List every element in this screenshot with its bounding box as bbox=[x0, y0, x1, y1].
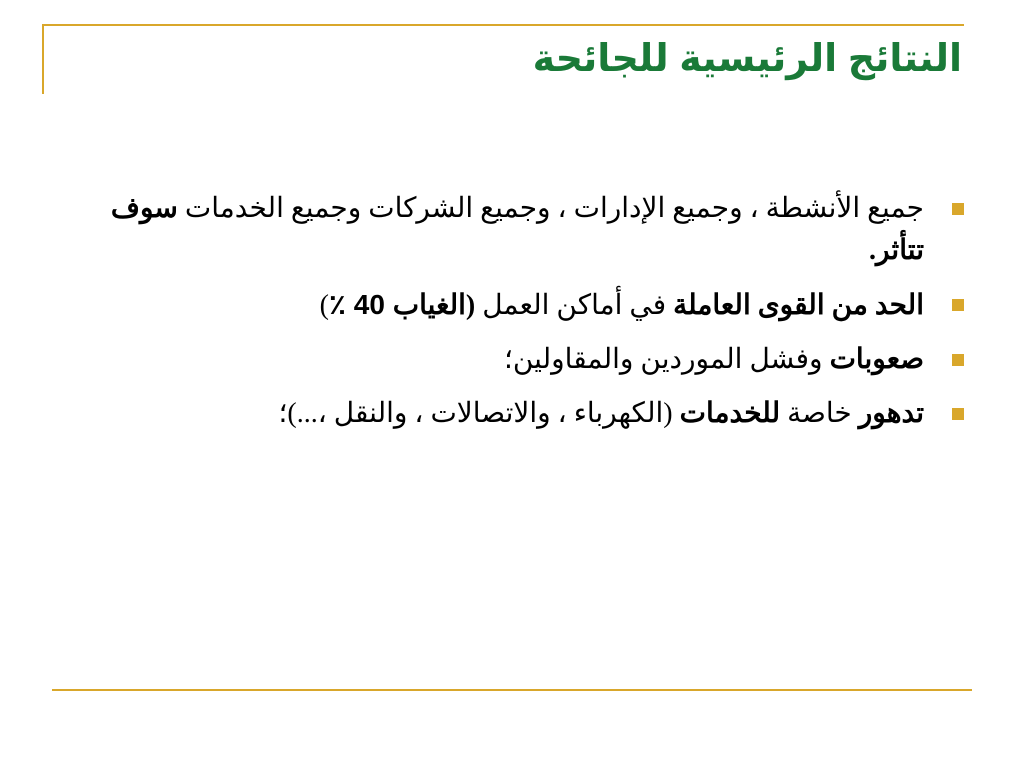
bullet-text: ) bbox=[319, 290, 329, 321]
bullet-item-services bbox=[64, 393, 964, 435]
square-bullet-icon bbox=[952, 299, 964, 311]
bullet-bold-text: الحد من القوى العاملة bbox=[673, 290, 924, 321]
bullet-bold-text: سوف تتأثر bbox=[110, 193, 924, 266]
bullet-text: (الكهرباء ، والاتصالات ، والنقل ،...)؛ bbox=[278, 398, 680, 429]
bullet-list bbox=[64, 188, 964, 447]
bullet-text: في أماكن العمل bbox=[475, 290, 674, 321]
absence-percentage: 40 ٪ bbox=[328, 289, 393, 320]
bullet-item-workforce bbox=[64, 284, 964, 327]
frame-left-rule bbox=[42, 24, 44, 94]
bullet-text: . bbox=[868, 235, 876, 266]
bullet-bold-text: تدهور bbox=[858, 398, 924, 429]
frame-top-rule bbox=[42, 24, 964, 26]
bullet-item-difficulties bbox=[64, 339, 964, 381]
square-bullet-icon bbox=[952, 354, 964, 366]
frame-bottom-rule bbox=[52, 689, 972, 691]
bullet-text: وفشل الموردين والمقاولين؛ bbox=[503, 344, 830, 375]
bullet-bold-text: (الغياب bbox=[392, 290, 476, 321]
square-bullet-icon bbox=[952, 203, 964, 215]
bullet-text: خاصة bbox=[780, 398, 859, 429]
bullet-text: جميع الأنشطة ، وجميع الإدارات ، وجميع الشركات وجميع الخدمات bbox=[177, 193, 924, 224]
bullet-item-all-affected bbox=[64, 188, 964, 272]
bullet-bold-text: صعوبات bbox=[829, 344, 924, 375]
square-bullet-icon bbox=[952, 408, 964, 420]
slide-title: النتائج الرئيسية للجائحة bbox=[532, 38, 962, 80]
bullet-bold-text: للخدمات bbox=[679, 398, 781, 429]
